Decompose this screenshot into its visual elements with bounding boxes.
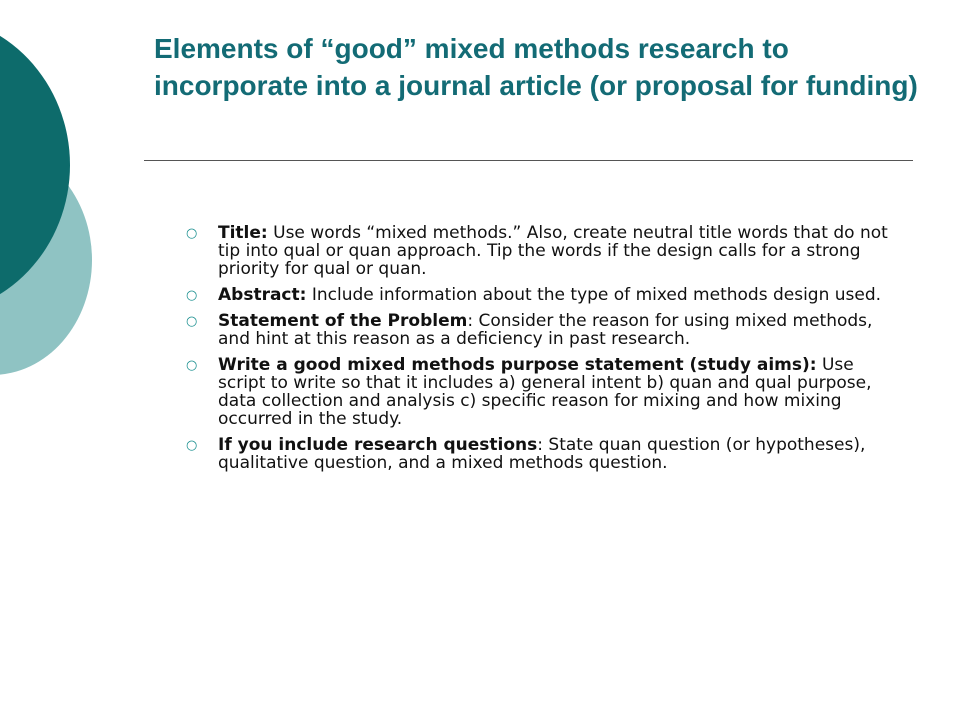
bullet-label: Write a good mixed methods purpose statement (study aims): bbox=[218, 355, 817, 375]
bullet-circle-icon: ○ bbox=[186, 226, 198, 241]
bullet-item-title bbox=[186, 224, 901, 278]
title-divider bbox=[144, 160, 913, 161]
bullet-text: Use script to write so that it includes a) general intent b) quan and qual purpose, data collection and analysis c) specific reason for mixing and how mixing occurred in the study. bbox=[218, 355, 872, 429]
bullet-text: : Consider the reason for using mixed methods, and hint at this reason as a deficiency in past research. bbox=[218, 311, 873, 349]
bullet-circle-icon: ○ bbox=[186, 288, 198, 303]
bullet-circle-icon: ○ bbox=[186, 314, 198, 329]
bullet-item-purpose-statement bbox=[186, 356, 901, 428]
bullet-circle-icon: ○ bbox=[186, 358, 198, 373]
bullet-text: : State quan question (or hypotheses), qualitative question, and a mixed methods question. bbox=[218, 435, 866, 473]
bullet-item-abstract bbox=[186, 286, 901, 304]
slide-title: Elements of “good” mixed methods research to incorporate into a journal article (or proposal for funding) bbox=[154, 33, 918, 101]
bullet-circle-icon: ○ bbox=[186, 438, 198, 453]
bullet-label: Title: bbox=[218, 223, 268, 243]
bullet-text: Include information about the type of mixed methods design used. bbox=[306, 285, 882, 305]
bullet-label: Statement of the Problem bbox=[218, 311, 468, 331]
bullet-item-problem-statement bbox=[186, 312, 901, 348]
bullet-text: Use words “mixed methods.” Also, create neutral title words that do not tip into qual or quan approach. Tip the words if the design calls for a strong priority for qual or quan. bbox=[218, 223, 888, 279]
bullet-list bbox=[186, 224, 901, 480]
bullet-item-research-questions bbox=[186, 436, 901, 472]
bullet-label: If you include research questions bbox=[218, 435, 538, 455]
bullet-label: Abstract: bbox=[218, 285, 307, 305]
